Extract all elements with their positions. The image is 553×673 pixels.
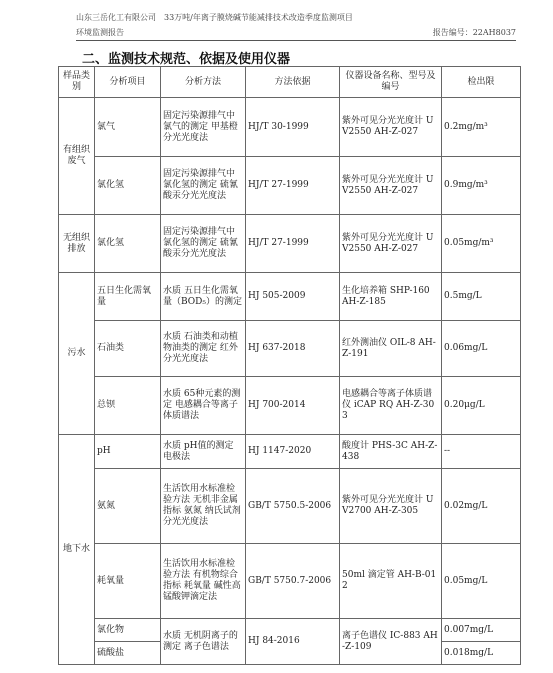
table-row	[59, 435, 521, 469]
instrument: 紫外可见分光光度计 UV2550 AH-Z-027	[340, 157, 442, 215]
report-header-subline	[76, 27, 516, 38]
analysis-method: 水质 无机阴离子的测定 离子色谱法	[161, 619, 246, 665]
report-header-title: 山东三岳化工有限公司 33万吨/年离子膜烧碱节能减排技术改造季度监测项目	[76, 13, 353, 22]
detection-limit: 0.05mg/L	[442, 544, 521, 619]
analysis-item: 氯化物	[95, 619, 161, 642]
instrument: 红外测油仪 OIL-8 AH-Z-191	[340, 321, 442, 377]
instrument: 酸度计 PHS-3C AH-Z-438	[340, 435, 442, 469]
analysis-item: 氯化氢	[95, 157, 161, 215]
method-standard: HJ/T 27-1999	[246, 157, 340, 215]
detection-limit: 0.20μg/L	[442, 377, 521, 435]
detection-limit: 0.018mg/L	[442, 642, 521, 665]
method-standard: HJ/T 30-1999	[246, 98, 340, 157]
detection-limit: 0.2mg/m³	[442, 98, 521, 157]
detection-limit: 0.5mg/L	[442, 273, 521, 321]
table-row	[59, 157, 521, 215]
analysis-item: 硫酸盐	[95, 642, 161, 665]
col-header-standard: 方法依据	[246, 67, 340, 98]
category-unorganized-emission: 无组织排放	[59, 215, 95, 273]
section-title: 二、监测技术规范、依据及使用仪器	[82, 52, 291, 67]
method-standard: GB/T 5750.7-2006	[246, 544, 340, 619]
analysis-method: 固定污染源排气中氯化氢的测定 硫氰酸汞分光光度法	[161, 157, 246, 215]
report-type-label: 环境监测报告	[76, 28, 124, 37]
instrument: 紫外可见分光光度计 UV2550 AH-Z-027	[340, 215, 442, 273]
header-rule	[76, 40, 516, 41]
col-header-instrument: 仪器设备名称、型号及编号	[340, 67, 442, 98]
analysis-item: 总钡	[95, 377, 161, 435]
method-standard: GB/T 5750.5-2006	[246, 469, 340, 544]
category-organized-gas: 有组织废气	[59, 98, 95, 215]
analysis-method: 固定污染源排气中氯气的测定 甲基橙分光光度法	[161, 98, 246, 157]
method-standard: HJ 637-2018	[246, 321, 340, 377]
analysis-method: 水质 pH值的测定 电极法	[161, 435, 246, 469]
table-row	[59, 215, 521, 273]
category-groundwater: 地下水	[59, 435, 95, 665]
analysis-item: 氯化氢	[95, 215, 161, 273]
instrument: 生化培养箱 SHP-160 AH-Z-185	[340, 273, 442, 321]
detection-limit: --	[442, 435, 521, 469]
analysis-item: 氯气	[95, 98, 161, 157]
monitoring-methods-table	[58, 66, 521, 665]
instrument: 电感耦合等离子体质谱仪 iCAP RQ AH-Z-303	[340, 377, 442, 435]
analysis-method: 水质 石油类和动植物油类的测定 红外分光光度法	[161, 321, 246, 377]
col-header-item: 分析项目	[95, 67, 161, 98]
col-header-sample-type: 样品类别	[59, 67, 95, 98]
category-wastewater: 污水	[59, 273, 95, 435]
analysis-method: 水质 65种元素的测定 电感耦合等离子体质谱法	[161, 377, 246, 435]
analysis-item: pH	[95, 435, 161, 469]
analysis-method: 生活饮用水标准检验方法 无机非金属指标 氨氮 纳氏试剂分光光度法	[161, 469, 246, 544]
detection-limit: 0.02mg/L	[442, 469, 521, 544]
table-row	[59, 377, 521, 435]
detection-limit: 0.9mg/m³	[442, 157, 521, 215]
report-number: 报告编号：22AH8037	[432, 28, 516, 37]
table-row	[59, 98, 521, 157]
analysis-item: 石油类	[95, 321, 161, 377]
detection-limit: 0.007mg/L	[442, 619, 521, 642]
method-standard: HJ 1147-2020	[246, 435, 340, 469]
table-row	[59, 619, 521, 642]
detection-limit: 0.05mg/m³	[442, 215, 521, 273]
instrument: 紫外可见分光光度计 UV2550 AH-Z-027	[340, 98, 442, 157]
table-row	[59, 273, 521, 321]
table-row	[59, 544, 521, 619]
analysis-item: 氨氮	[95, 469, 161, 544]
instrument: 紫外可见分光光度计 UV2700 AH-Z-305	[340, 469, 442, 544]
method-standard: HJ 505-2009	[246, 273, 340, 321]
instrument: 离子色谱仪 IC-883 AH-Z-109	[340, 619, 442, 665]
col-header-detection-limit: 检出限	[442, 67, 521, 98]
table-row	[59, 469, 521, 544]
table-row	[59, 321, 521, 377]
analysis-method: 固定污染源排气中氯化氢的测定 硫氰酸汞分光光度法	[161, 215, 246, 273]
analysis-item: 五日生化需氧量	[95, 273, 161, 321]
analysis-item: 耗氧量	[95, 544, 161, 619]
method-standard: HJ 84-2016	[246, 619, 340, 665]
instrument: 50ml 滴定管 AH-B-012	[340, 544, 442, 619]
col-header-method: 分析方法	[161, 67, 246, 98]
analysis-method: 生活饮用水标准检验方法 有机物综合指标 耗氧量 碱性高锰酸钾滴定法	[161, 544, 246, 619]
table-header-row	[59, 67, 521, 98]
method-standard: HJ/T 27-1999	[246, 215, 340, 273]
detection-limit: 0.06mg/L	[442, 321, 521, 377]
method-standard: HJ 700-2014	[246, 377, 340, 435]
analysis-method: 水质 五日生化需氧量（BOD₅）的测定	[161, 273, 246, 321]
